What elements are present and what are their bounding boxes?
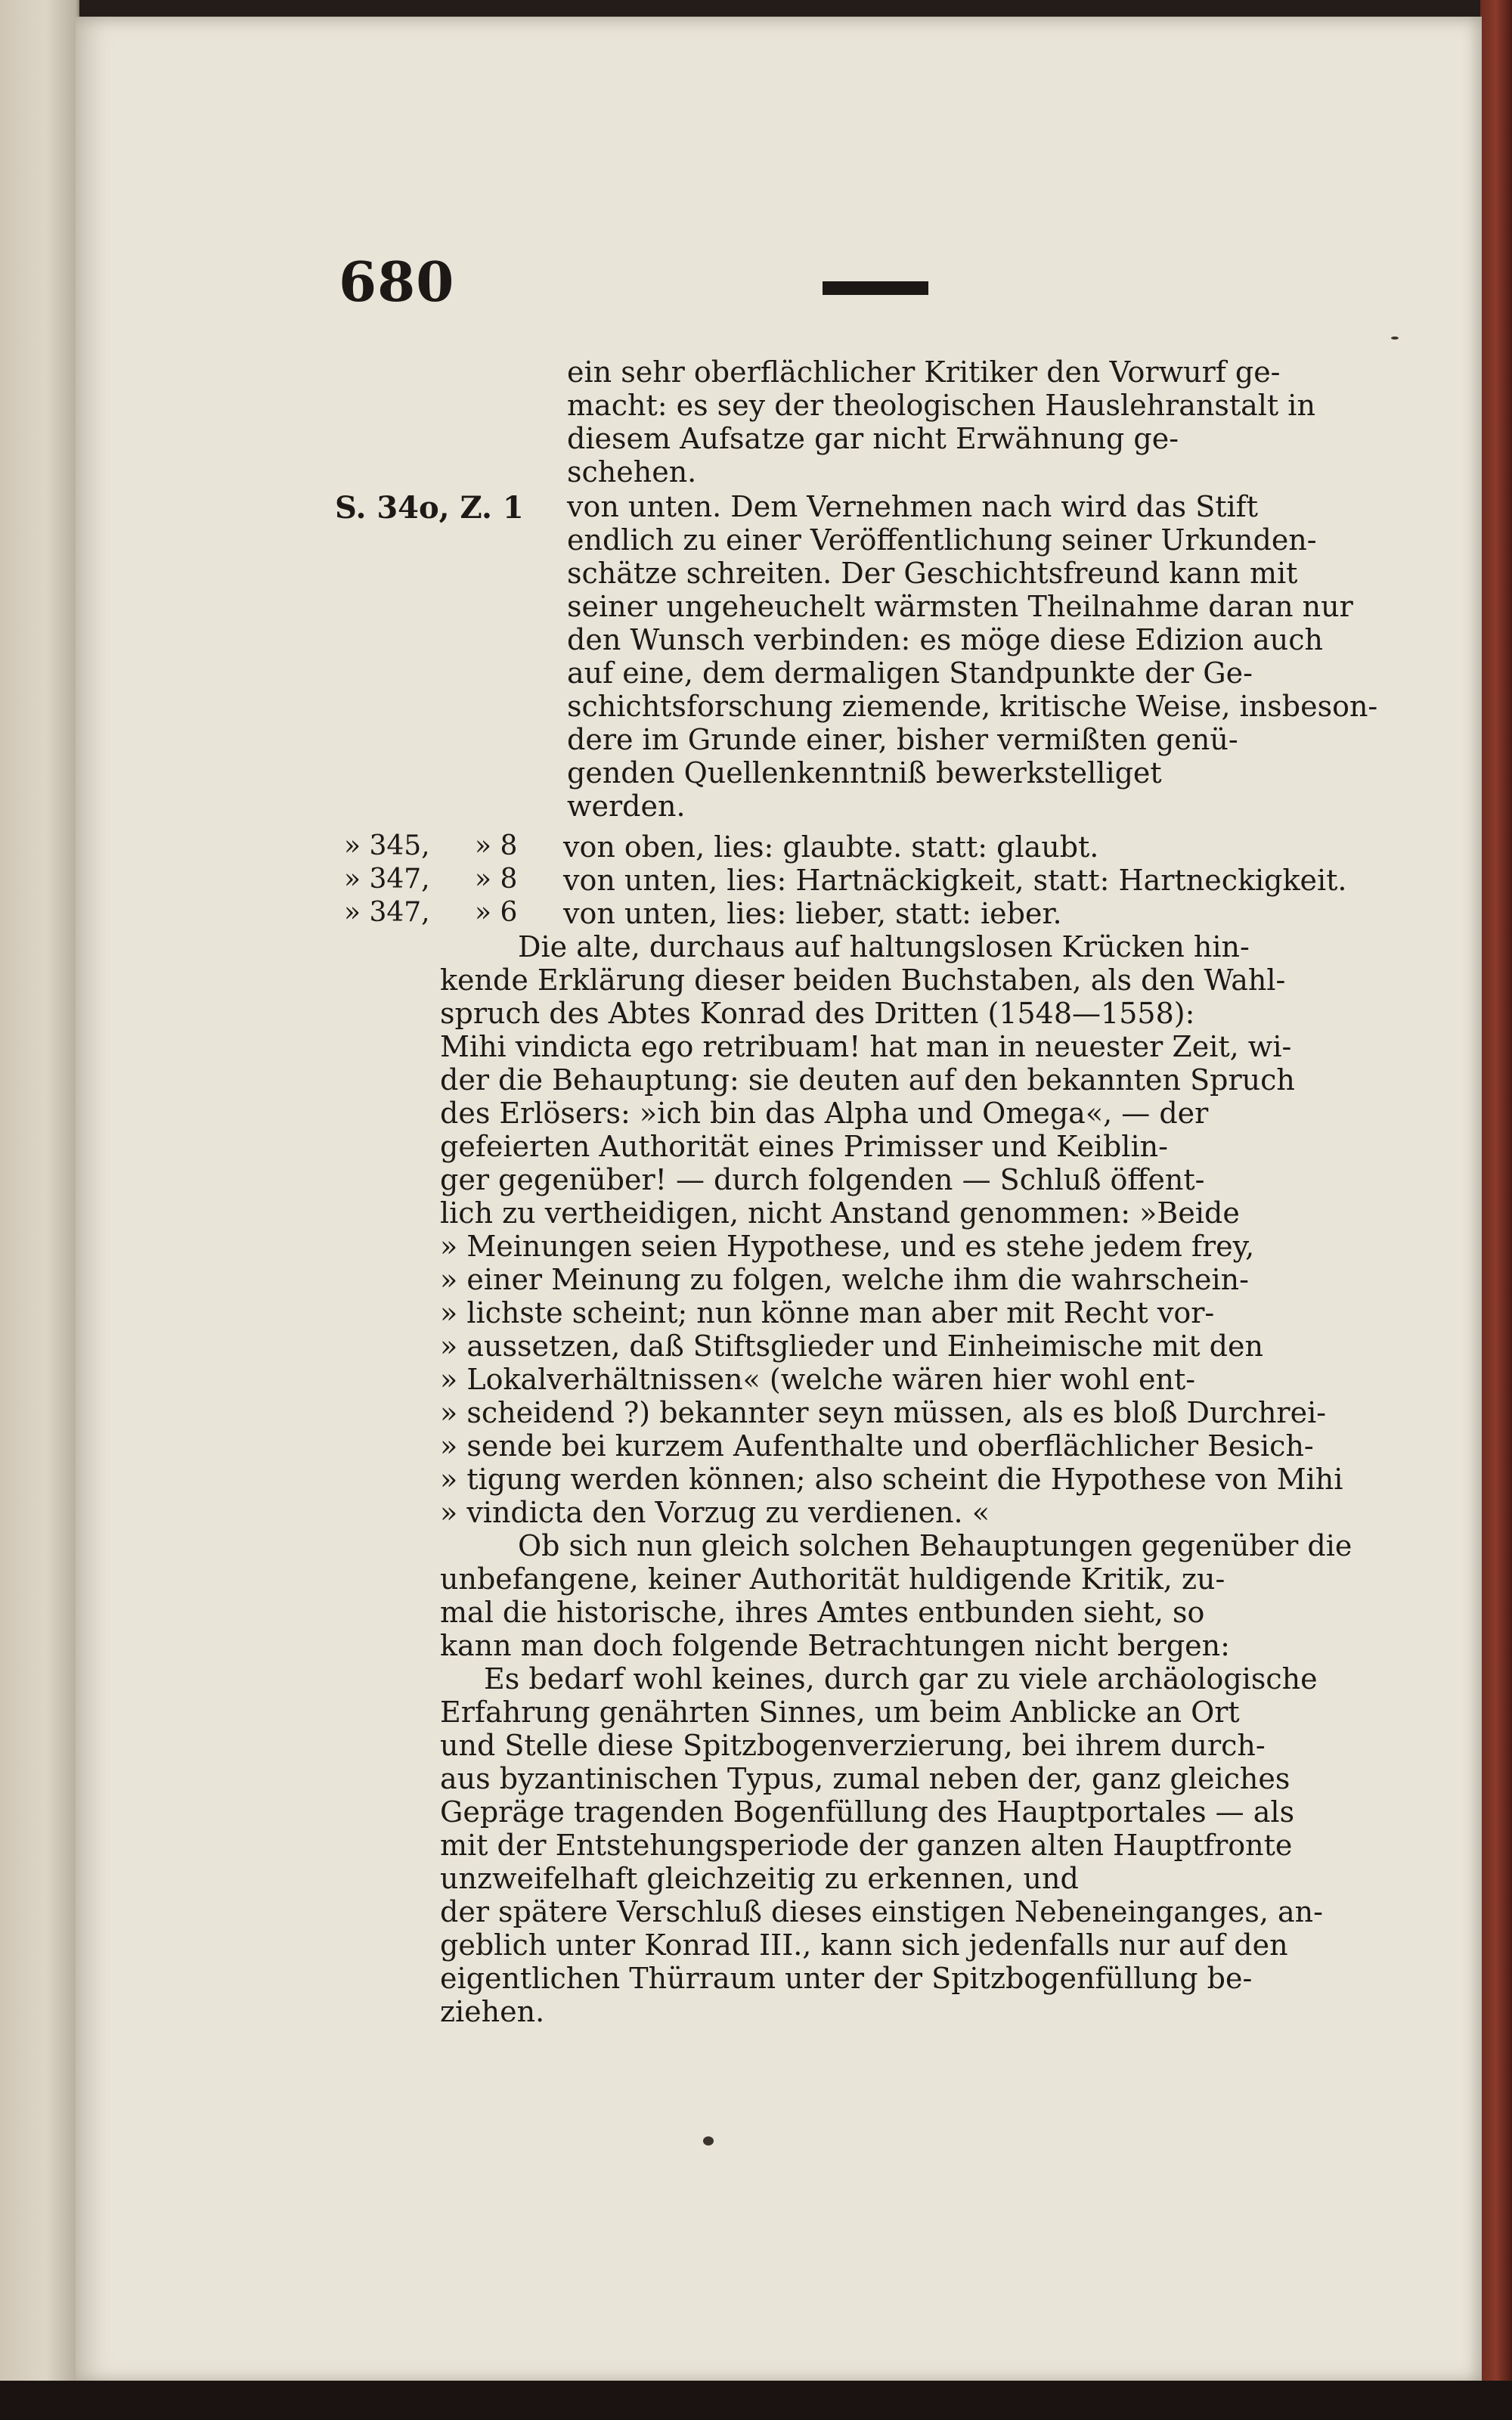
text-line: ein sehr oberflächlicher Kritiker den Vorwurf ge- [567, 355, 1281, 389]
paper-speck [703, 2136, 714, 2145]
text-line: » lichste scheint; nun könne man aber mit Recht vor- [440, 1296, 1215, 1329]
paragraph-1 [0, 930, 1512, 1529]
reference-page: » 347, [344, 864, 430, 895]
text-line: unbefangene, keiner Authorität huldigende Kritik, zu- [440, 1562, 1225, 1596]
text-line: seiner ungeheuchelt wärmsten Theilnahme daran nur [567, 590, 1353, 623]
text-line: Die alte, durchaus auf haltungslosen Krücken hin- [518, 930, 1250, 963]
reference-line: » 6 [475, 897, 518, 928]
page-number: 680 [339, 250, 455, 314]
reference-label: S. 34o, Z. 1 [335, 490, 524, 526]
text-line: schichtsforschung ziemende, kritische Weise, insbeson- [567, 690, 1378, 723]
paper-speck [1391, 337, 1399, 340]
text-line: » tigung werden können; also scheint die Hypothese von Mihi [440, 1463, 1343, 1496]
text-line: dere im Grunde einer, bisher vermißten genü- [567, 723, 1238, 756]
reference-main-text [0, 490, 1512, 823]
text-line: Gepräge tragenden Bogenfüllung des Hauptportales — als [440, 1795, 1295, 1829]
text-line: Erfahrung genährten Sinnes, um beim Anblicke an Ort [440, 1696, 1240, 1729]
text-line: der die Behauptung: sie deuten auf den bekannten Spruch [440, 1063, 1295, 1097]
text-line: diesem Aufsatze gar nicht Erwähnung ge- [567, 422, 1179, 455]
paragraph-2 [0, 1529, 1512, 1662]
text-line: Es bedarf wohl keines, durch gar zu viele archäologische [484, 1662, 1318, 1696]
text-line: spruch des Abtes Konrad des Dritten (1548—1558): [440, 997, 1195, 1030]
header-ornament-rule [823, 281, 928, 295]
text-line: von unten. Dem Vernehmen nach wird das Stift [567, 490, 1258, 523]
reference-row [0, 830, 1512, 864]
text-line: » Meinungen seien Hypothese, und es stehe jedem frey, [440, 1230, 1255, 1263]
reference-row [0, 864, 1512, 897]
text-line: mal die historische, ihres Amtes entbunden sieht, so [440, 1596, 1205, 1629]
text-line: auf eine, dem dermaligen Standpunkte der Ge- [567, 656, 1253, 690]
reference-line: » 8 [475, 830, 518, 861]
text-line: Ob sich nun gleich solchen Behauptungen gegenüber die [518, 1529, 1352, 1562]
text-line: den Wunsch verbinden: es möge diese Edizion auch [567, 623, 1324, 656]
text-line: » Lokalverhältnissen« (welche wären hier wohl ent- [440, 1363, 1196, 1396]
text-line: lich zu vertheidigen, nicht Anstand genommen: »Beide [440, 1196, 1240, 1230]
text-line: des Erlösers: »ich bin das Alpha und Omega«, — der [440, 1097, 1209, 1130]
text-line: schätze schreiten. Der Geschichtsfreund kann mit [567, 557, 1298, 590]
reference-line: » 8 [475, 864, 518, 895]
text-line: werden. [567, 790, 686, 823]
paragraph-3 [0, 1662, 1512, 2028]
reference-page: » 345, [344, 830, 430, 861]
reference-text: von unten, lies: lieber, statt: ieber. [563, 897, 1062, 930]
text-line: » vindicta den Vorzug zu verdienen. « [440, 1496, 990, 1529]
text-line: » scheidend ?) bekannter seyn müssen, als es bloß Durchrei- [440, 1396, 1327, 1429]
reference-text: von oben, lies: glaubte. statt: glaubt. [563, 830, 1099, 864]
page-header [339, 250, 1397, 318]
text-line: eigentlichen Thürraum unter der Spitzbogenfüllung be- [440, 1962, 1253, 1995]
text-line: ziehen. [440, 1995, 545, 2028]
text-line: gefeierten Authorität eines Primisser und Keiblin- [440, 1130, 1168, 1163]
reference-page: » 347, [344, 897, 430, 928]
text-line: » einer Meinung zu folgen, welche ihm die wahrschein- [440, 1263, 1249, 1296]
text-line: » aussetzen, daß Stiftsglieder und Einheimische mit den [440, 1329, 1263, 1363]
text-line: der spätere Verschluß dieses einstigen Nebeneinganges, an- [440, 1895, 1323, 1928]
text-line: aus byzantinischen Typus, zumal neben der, ganz gleiches [440, 1762, 1290, 1795]
text-line: endlich zu einer Veröffentlichung seiner Urkunden- [567, 523, 1317, 557]
reference-row [0, 897, 1512, 930]
text-line: schehen. [567, 455, 697, 489]
text-line: kann man doch folgende Betrachtungen nicht bergen: [440, 1629, 1230, 1662]
text-line: und Stelle diese Spitzbogenverzierung, bei ihrem durch- [440, 1729, 1266, 1762]
text-line: geblich unter Konrad III., kann sich jedenfalls nur auf den [440, 1928, 1288, 1962]
text-line: unzweifelhaft gleichzeitig zu erkennen, und [440, 1862, 1079, 1895]
text-line: macht: es sey der theologischen Hauslehranstalt in [567, 389, 1315, 422]
text-line: ger gegenüber! — durch folgenden — Schluß öffent- [440, 1163, 1205, 1196]
text-line: » sende bei kurzem Aufenthalte und oberflächlicher Besich- [440, 1429, 1314, 1463]
reference-text: von unten, lies: Hartnäckigkeit, statt: Hartneckigkeit. [563, 864, 1347, 897]
continuation-block [0, 355, 1512, 489]
text-line: kende Erklärung dieser beiden Buchstaben, als den Wahl- [440, 963, 1286, 997]
book-bottom-edge [0, 2381, 1512, 2420]
text-line: Mihi vindicta ego retribuam! hat man in neuester Zeit, wi- [440, 1030, 1292, 1063]
text-line: genden Quellenkenntniß bewerkstelliget [567, 756, 1162, 790]
text-line: mit der Entstehungsperiode der ganzen alten Hauptfronte [440, 1829, 1293, 1862]
